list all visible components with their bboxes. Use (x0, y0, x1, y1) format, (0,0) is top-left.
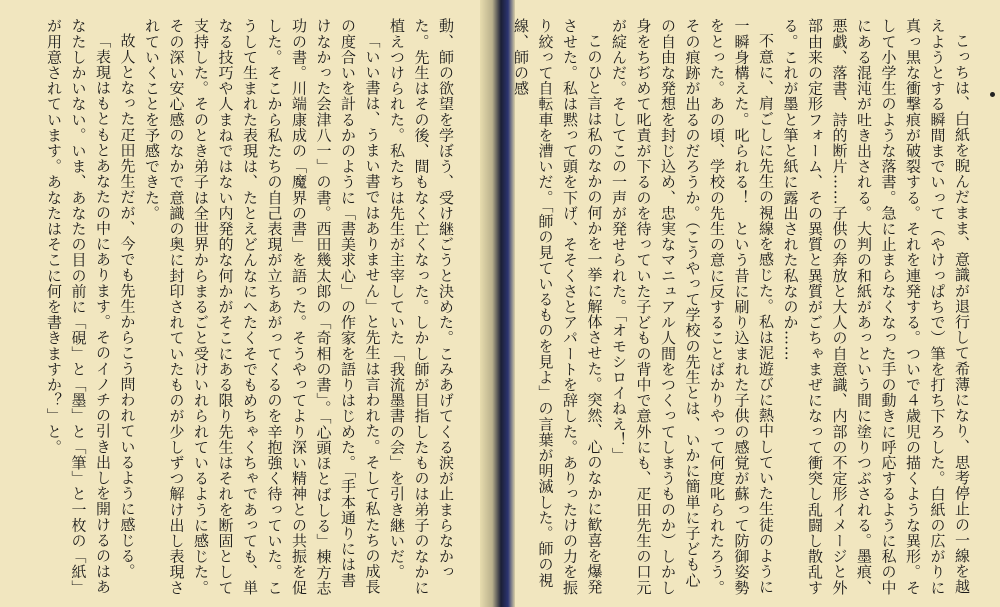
paragraph: 「いい書は、うまい書ではありません」と先生は言われた。そして私たちの成長の度合いを計るかのように「書美求心」の作家を語りはじめた。「手本通りには書けなかった会津八一」の書。西田幾太郎の「奇相の書」。「心頭ほとばしる」棟方志功の書。川端康成の「魔界の書」を語った。そうやってより深い精神との共振を促した。そこから私たちの自己表現が立ちあがってくるのを辛抱強く待っていた。こうして生まれた表現は、たとえどんなにへたくそでもめちゃくちゃであっても、単なる技巧や人まねではない内発的な何かがそこにある限り先生はそれを断固として支持した。そのとき弟子は全世界からまるごと受けいれられているように感じた。その深い安心感のなかで意識の奥に封印されていたものが少しずつ解け出し表現されていくことを予感できた。 (143, 18, 382, 596)
paragraph: 不意に、肩ごしに先生の視線を感じた。私は泥遊びに熱中していた生徒のように一瞬身構えた。叱られる！ という昔に刷り込まれた子供の感覚が蘇って防御姿勢をとった。あの頃、学校の先生の意に反することばかりやって何度叱られたろう。その痕跡が出るのだろうか。（こうやって学校の先生とは、いかに簡単に子ども心の自由な発想を封じ込め、忠実なマニュアル人間をつくってしまうものか）しかし身をちぢめて叱責が下るのを待っていた子どもの背中で意外にも、疋田先生の口元が綻んだ。そしてこの一声が発せられた。「オモシロイねえ！」 (610, 18, 775, 596)
paragraph: このひと言は私のなかの何かを一挙に解体させた。突然、心のなかに歓喜を爆発させた。私は黙って頭を下げ、そそくさとアパートを辞した。ありったけの力を振り絞って自転車を漕いだ。「師の見ているものを見よ」の言葉が明滅した。師の視線、師の感 (512, 18, 604, 596)
paragraph: 故人となった疋田先生だが、今でも先生からこう問われているように感じる。 (118, 33, 137, 579)
right-page-text (512, 18, 974, 597)
left-page-text (38, 18, 458, 597)
right-page (512, 0, 1000, 607)
paragraph: 動、師の欲望を学ぼう、受け継ごうと決めた。こみあげてくる涙が止まらなかった。先生はその後、間もなく亡くなった。しかし師が目指したものは弟子のなかに植えつけられた。私たちは先生が主宰していた「我流墨書の会」を引き継いだ。 (388, 18, 455, 596)
paragraph: こっちは、白紙を睨んだまま、意識が退行して希薄になり、思考停止の一線を越えようとする瞬間までいって（やけっぱちで）筆を打ち下ろした。白紙の広がりに真っ黒な衝撃痕が破裂する。それを連発する。ついで４歳児の描くような異形。そして小学生のような落書。急に止まらなくなった手の動きに呼応するように私の中にある混沌が吐き出される。大判の和紙があっという間に塗りつぶされる。墨痕、悪戯、落書、詩的断片……子供の奔放と大人の自意識、内部の不定形イメージと外部由来の定形フォーム、その異質と異質がごちゃまぜになって衝突し乱闘し散乱する。これが墨と筆と紙に露出された私なのか…… (781, 18, 971, 596)
paragraph: 「表現はもともとあなたの中にあります。そのイノチの引き出しを開けるのはあなたしかいない。いま、あなたの目の前に「硯」と「墨」と「筆」と一枚の「紙」が用意されています。あなたはそこに何を書きますか？」と。 (45, 18, 112, 596)
ink-mark (990, 92, 995, 97)
left-page (0, 0, 480, 607)
